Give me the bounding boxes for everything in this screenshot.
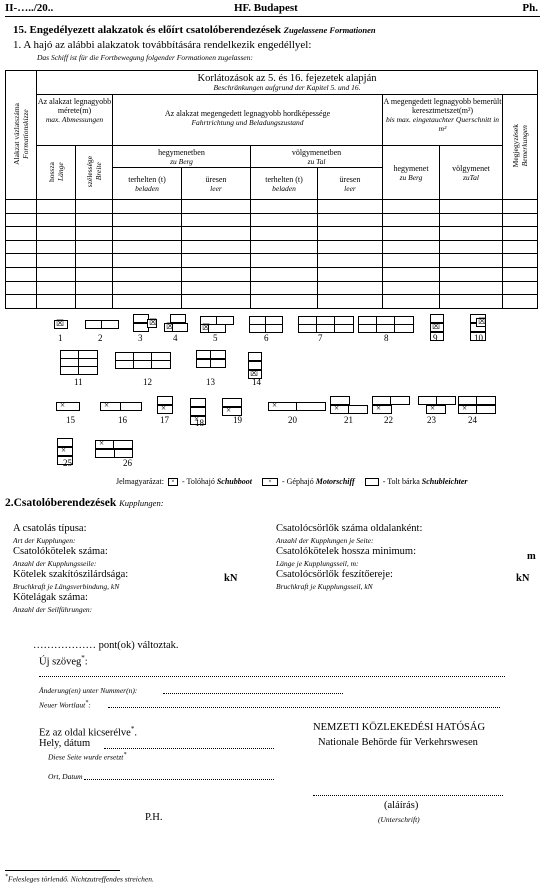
downstream-label-de: zu Tal (307, 156, 326, 166)
table-cell[interactable] (37, 281, 76, 295)
motor-vessel-icon (56, 402, 80, 411)
formation-number: 21 (344, 415, 353, 425)
table-cell[interactable] (383, 295, 440, 309)
table-cell[interactable] (6, 295, 37, 309)
table-cell[interactable] (6, 281, 37, 295)
table-cell[interactable] (113, 213, 182, 227)
col-length-label: hossza (47, 161, 56, 182)
table-cell[interactable] (383, 227, 440, 241)
formation-number: 20 (288, 415, 297, 425)
replaced-star: * (130, 725, 135, 733)
barge-icon (113, 449, 133, 458)
formation-number: 23 (427, 415, 436, 425)
table-cell[interactable] (251, 213, 318, 227)
upstream-label-de: zu Berg (170, 156, 193, 166)
rope-length-label: Csatolókötelek hossza minimum: (276, 546, 416, 557)
capacity-header (113, 95, 383, 146)
new-wording-star: * (85, 700, 89, 706)
footnote-star: * (5, 874, 8, 880)
capacity-header-text-de: Fahrtrichtung und Beladungszustand (191, 118, 304, 127)
winch-tension-unit: kN (516, 573, 530, 584)
table-cell[interactable] (76, 213, 113, 227)
table-cell[interactable] (440, 281, 503, 295)
coupling-rope-count-label-de: Anzahl der Kupplungsseile: (13, 559, 97, 568)
table-cell[interactable] (113, 267, 182, 281)
table-cell[interactable] (383, 254, 440, 268)
table-cell[interactable] (37, 267, 76, 281)
new-text-label: Új szöveg*: (39, 654, 88, 668)
place-date-line[interactable] (104, 748, 274, 749)
table-cell[interactable] (113, 281, 182, 295)
dims-header-text-de: max. Abmessungen (45, 115, 104, 124)
table-cell[interactable] (318, 267, 383, 281)
legend-motor: - Géphajó (281, 477, 314, 486)
barge-icon (172, 323, 188, 332)
section15-item1-de: Das Schiff ist für die Fortbewegung folgender Formationen zugelassen: (37, 53, 253, 62)
barge-icon (376, 324, 396, 333)
barge-icon (101, 320, 119, 329)
barge-icon (115, 360, 135, 369)
rope-strength-label-de: Bruchkraft je Längsverbindung, kN (13, 582, 120, 591)
col-width (76, 146, 113, 200)
section2-heading (5, 497, 164, 509)
col-up2-label: hegymenet (393, 163, 429, 173)
table-cell[interactable] (503, 281, 538, 295)
pusher-icon (147, 319, 157, 328)
table-cell[interactable] (440, 295, 503, 309)
formation-number: 6 (264, 333, 269, 343)
motor-vessel-icon (100, 402, 122, 411)
pusher-icon (54, 320, 68, 329)
table-row (6, 213, 538, 227)
table-row (6, 295, 538, 309)
formation-number: 17 (160, 415, 169, 425)
formation-limits-table (5, 70, 538, 309)
rope-length-unit: m (527, 551, 536, 562)
table-cell[interactable] (76, 281, 113, 295)
table-cell[interactable] (503, 295, 538, 309)
replaced-label: Ez az oldal kicserélve*. (39, 725, 137, 739)
table-cell[interactable] (503, 213, 538, 227)
table-cell[interactable] (37, 254, 76, 268)
formation-number: 8 (384, 333, 389, 343)
formation-number: 24 (468, 415, 477, 425)
signature-label: (aláírás) (384, 800, 419, 811)
table-cell[interactable] (113, 200, 182, 214)
col-up2-label-de: zu Berg (399, 172, 423, 182)
new-text-star: * (81, 654, 85, 662)
replaced-label-de (48, 752, 126, 762)
seal-label: P.H. (145, 812, 163, 823)
table-cell[interactable] (318, 240, 383, 254)
barge-icon (394, 324, 414, 333)
barge-icon (113, 440, 133, 449)
barge-icon (476, 405, 496, 414)
replaced-text: Ez az oldal kicserélve (39, 727, 131, 739)
section2-title-de: Kupplungen: (119, 498, 164, 508)
table-cell[interactable] (383, 281, 440, 295)
table-cell[interactable] (76, 227, 113, 241)
authority-name: NEMZETI KÖZLEKEDÉSI HATÓSÁG (313, 722, 486, 733)
capacity-header-text: Az alakzat megengedett legnagyobb hordképessége (164, 109, 331, 118)
col-formation-label: Alakzat vázlatszáma (12, 103, 21, 165)
col-down2-label: völgymenet (452, 163, 490, 173)
col-down2 (440, 146, 503, 200)
section15-heading (13, 24, 376, 36)
pusher-icon (476, 318, 486, 327)
table-cell[interactable] (440, 213, 503, 227)
authority-name-de: Nationale Behörde für Verkehrswesen (318, 737, 478, 748)
col-formation (6, 71, 37, 200)
winch-tension-label: Csatolócsörlők feszítőereje: (276, 569, 393, 580)
legend-tug: - Tolóhajó (181, 477, 215, 486)
changed-points: ……………… pont(ok) változtak. (33, 640, 179, 651)
table-cell[interactable] (383, 213, 440, 227)
formation-number: 1 (58, 333, 63, 343)
place-date-label-de: Ort, Datum (48, 772, 83, 781)
table-cell[interactable] (251, 240, 318, 254)
col-formation-label-de: Formationskizze (21, 109, 30, 159)
table-cell[interactable] (182, 213, 251, 227)
table-cell[interactable] (6, 267, 37, 281)
table-cell[interactable] (182, 295, 251, 309)
motor-legend-icon: × (262, 478, 278, 486)
down-empty-label: üresen (339, 174, 361, 184)
col-length-label-de: Länge (56, 162, 65, 181)
table-cell[interactable] (113, 295, 182, 309)
table-row (6, 267, 538, 281)
section15-item1: 1. A hajó az alábbi alakzatok továbbítására rendelkezik engedéllyel: (13, 39, 312, 51)
table-cell[interactable] (318, 281, 383, 295)
barge-icon (348, 405, 368, 414)
table-row (6, 227, 538, 241)
table-cell[interactable] (76, 267, 113, 281)
header-rule (5, 16, 540, 17)
table-cell[interactable] (182, 281, 251, 295)
table-cell[interactable] (37, 240, 76, 254)
barge-icon (210, 359, 226, 368)
table-cell[interactable] (76, 295, 113, 309)
coupling-type-label: A csatolás típusa: (13, 523, 87, 534)
up-loaded-label-de: beladen (135, 183, 159, 193)
down-loaded-label: terhelten (t) (265, 174, 303, 184)
formation-number: 13 (206, 377, 215, 387)
legend (116, 477, 468, 486)
formation-number: 14 (252, 377, 261, 387)
formation-number: 12 (143, 377, 152, 387)
coupling-rope-count-label: Csatolókötelek száma: (13, 546, 108, 557)
barge-icon (222, 398, 242, 407)
winch-count-label-de: Anzahl der Kupplungen je Seite: (276, 536, 374, 545)
col-up-loaded (113, 168, 182, 200)
barge-icon (210, 350, 226, 359)
place-date-label: Hely, dátum (39, 738, 91, 749)
place-date-de-line[interactable] (84, 779, 274, 780)
table-cell[interactable] (182, 254, 251, 268)
motor-vessel-icon (372, 405, 392, 414)
motor-vessel-icon (57, 447, 73, 456)
cross-section-header-text-de: bis max. eingetauchter Querschnitt in m² (385, 115, 500, 133)
rope-strength-unit: kN (224, 573, 238, 584)
col-up-empty (182, 168, 251, 200)
barge-icon (190, 398, 206, 407)
table-cell[interactable] (6, 240, 37, 254)
col-length (37, 146, 76, 200)
cross-section-header-text: A megengedett legnagyobb bemerült keresztmetszet(m²) (383, 97, 502, 115)
motor-vessel-icon (330, 405, 350, 414)
barge-icon (316, 324, 336, 333)
motor-vessel-icon (95, 440, 115, 449)
footnote-text: Felesleges törlendő. Nichtzutreffendes streichen. (8, 874, 154, 884)
table-row (6, 281, 538, 295)
table-cell[interactable] (318, 227, 383, 241)
table-cell[interactable] (503, 227, 538, 241)
table-cell[interactable] (37, 295, 76, 309)
section2-title: 2.Csatolóberendezések (5, 497, 117, 509)
table-cell[interactable] (440, 267, 503, 281)
barge-icon (298, 324, 318, 333)
barge-icon (95, 449, 115, 458)
legend-motor-de: Motorschiff (315, 477, 355, 486)
barge-icon (151, 360, 171, 369)
col-remarks (503, 95, 538, 200)
formation-number: 26 (123, 458, 132, 468)
winch-tension-label-de: Bruchkraft je Kupplungsseil, kN (276, 582, 373, 591)
cross-section-header (383, 95, 503, 146)
table-cell[interactable] (251, 281, 318, 295)
winch-count-label: Csatolócsörlők száma oldalanként: (276, 523, 423, 534)
motor-vessel-icon (426, 405, 446, 414)
col-width-label: szélessége (85, 155, 94, 188)
replaced-de-text: Diese Seite wurde ersetzt (48, 752, 124, 762)
legend-label: Jelmagyarázat: (116, 477, 164, 486)
new-text-text: Új szöveg (39, 656, 82, 668)
barge-icon (248, 352, 262, 361)
formation-number: 3 (138, 333, 143, 343)
col-up2 (383, 146, 440, 200)
legend-barge: - Tolt bárka (382, 477, 420, 486)
table-cell[interactable] (383, 200, 440, 214)
barge-icon (458, 396, 478, 405)
footnote-rule (5, 870, 120, 871)
formation-number: 11 (74, 377, 83, 387)
col-down2-label-de: zuTal (463, 172, 479, 182)
col-remarks-label: Megjegyzések (511, 124, 520, 168)
pusher-icon (430, 323, 444, 332)
legend-tug-de: Schubboot (216, 477, 252, 486)
table-cell[interactable] (37, 213, 76, 227)
motor-vessel-icon (157, 405, 173, 414)
table-cell[interactable] (440, 200, 503, 214)
table-cell[interactable] (76, 254, 113, 268)
table-cell[interactable] (76, 240, 113, 254)
col-down-loaded (251, 168, 318, 200)
barge-icon (216, 316, 234, 325)
rope-strands-label: Kötelágak száma: (13, 592, 88, 603)
signature-label-de: (Unterschrift) (378, 815, 420, 824)
formation-number: 7 (318, 333, 323, 343)
table-cell[interactable] (440, 240, 503, 254)
table-cell[interactable] (318, 200, 383, 214)
table-body (6, 200, 538, 309)
formation-number: 10 (474, 333, 483, 343)
table-cell[interactable] (318, 295, 383, 309)
table-cell[interactable] (6, 200, 37, 214)
coupling-type-label-de: Art der Kupplungen: (13, 536, 76, 545)
table-cell[interactable] (113, 254, 182, 268)
formation-number: 4 (173, 333, 178, 343)
table-cell[interactable] (318, 213, 383, 227)
formation-number: 22 (384, 415, 393, 425)
page-marker: Ph. (522, 2, 538, 14)
barge-icon (296, 402, 326, 411)
new-wording-text: Neuer Wortlaut (39, 700, 86, 710)
table-cell[interactable] (251, 267, 318, 281)
table-cell[interactable] (383, 240, 440, 254)
new-wording-label: Neuer Wortlaut*: (39, 700, 91, 710)
table-cell[interactable] (251, 295, 318, 309)
table-cell[interactable] (440, 227, 503, 241)
barge-icon (372, 396, 392, 405)
footnote (5, 874, 154, 884)
barge-legend-icon (365, 478, 379, 486)
formation-number: 18 (195, 418, 204, 428)
table-cell[interactable] (182, 240, 251, 254)
barge-icon (334, 324, 354, 333)
formation-number: 9 (433, 333, 438, 343)
barge-icon (330, 396, 350, 405)
formation-number: 19 (233, 415, 242, 425)
dims-header (37, 95, 113, 146)
formation-number: 25 (63, 458, 72, 468)
limits-header-text: Korlátozások az 5. és 16. fejezetek alapján (197, 72, 377, 84)
formation-number: 5 (213, 333, 218, 343)
table-cell[interactable] (251, 254, 318, 268)
table-cell[interactable] (6, 227, 37, 241)
new-text-line[interactable] (39, 676, 505, 677)
barge-icon (265, 324, 283, 333)
limits-header (37, 71, 538, 95)
barge-icon (436, 396, 456, 405)
table-cell[interactable] (503, 200, 538, 214)
down-loaded-label-de: beladen (272, 183, 296, 193)
formation-number: 16 (118, 415, 127, 425)
section15-title: 15. Engedélyezett alakzatok és előírt csatolóberendezések (13, 24, 282, 36)
motor-vessel-icon (268, 402, 298, 411)
barge-icon (133, 360, 153, 369)
dims-header-text: Az alakzat legnagyobb mérete(m) (37, 97, 112, 115)
rope-strands-label-de: Anzahl der Seilführungen: (13, 605, 93, 614)
downstream-header (251, 146, 383, 168)
table-cell[interactable] (251, 227, 318, 241)
table-cell[interactable] (113, 240, 182, 254)
barge-icon (476, 396, 496, 405)
changed-numbers-line[interactable] (163, 693, 343, 694)
barge-icon (358, 324, 378, 333)
up-loaded-label: terhelten (t) (128, 174, 166, 184)
downstream-label: völgymenetben (291, 147, 342, 157)
table-cell[interactable] (318, 254, 383, 268)
table-cell[interactable] (37, 227, 76, 241)
table-cell[interactable] (503, 267, 538, 281)
changed-numbers-label: Änderung(en) unter Nummer(n): (39, 686, 138, 695)
table-cell[interactable] (503, 254, 538, 268)
col-down-empty (318, 168, 383, 200)
legend-barge-de: Schubleichter (421, 477, 468, 486)
barge-icon (390, 396, 410, 405)
upstream-label: hegymenetben (158, 147, 205, 157)
new-wording-line[interactable] (108, 707, 500, 708)
col-width-label-de: Breite (94, 162, 103, 181)
limits-header-text-de: Beschränkungen aufgrund der Kapitel 5. und 16. (213, 82, 361, 92)
down-empty-label-de: leer (344, 183, 356, 193)
table-cell[interactable] (182, 200, 251, 214)
replaced-de-star: * (123, 752, 127, 758)
table-cell[interactable] (6, 213, 37, 227)
table-cell[interactable] (76, 200, 113, 214)
barge-icon (120, 402, 142, 411)
table-cell[interactable] (251, 200, 318, 214)
upstream-header (113, 146, 251, 168)
barge-icon (208, 324, 226, 333)
authority-short: HF. Budapest (234, 2, 298, 14)
table-row (6, 254, 538, 268)
barge-icon (60, 366, 80, 375)
doc-number: II-…../20.. (5, 2, 54, 14)
table-cell[interactable] (503, 240, 538, 254)
table-cell[interactable] (113, 227, 182, 241)
table-cell[interactable] (383, 267, 440, 281)
up-empty-label: üresen (205, 174, 227, 184)
table-cell[interactable] (182, 267, 251, 281)
barge-icon (78, 366, 98, 375)
up-empty-label-de: leer (210, 183, 222, 193)
table-cell[interactable] (6, 254, 37, 268)
table-cell[interactable] (440, 254, 503, 268)
section15-title-de: Zugelassene Formationen (283, 25, 376, 35)
rope-length-label-de: Länge je Kupplungsseil, m: (276, 559, 359, 568)
motor-vessel-icon (458, 405, 478, 414)
formation-number: 15 (66, 415, 75, 425)
signature-line[interactable] (313, 795, 503, 796)
table-row (6, 200, 538, 214)
col-remarks-label-de: Bemerkungen (520, 125, 529, 167)
formation-number: 2 (98, 333, 103, 343)
rope-strength-label: Kötelek szakítószilárdsága: (13, 569, 129, 580)
table-cell[interactable] (182, 227, 251, 241)
table-cell[interactable] (37, 200, 76, 214)
tug-legend-icon: × (168, 478, 178, 486)
table-row (6, 240, 538, 254)
